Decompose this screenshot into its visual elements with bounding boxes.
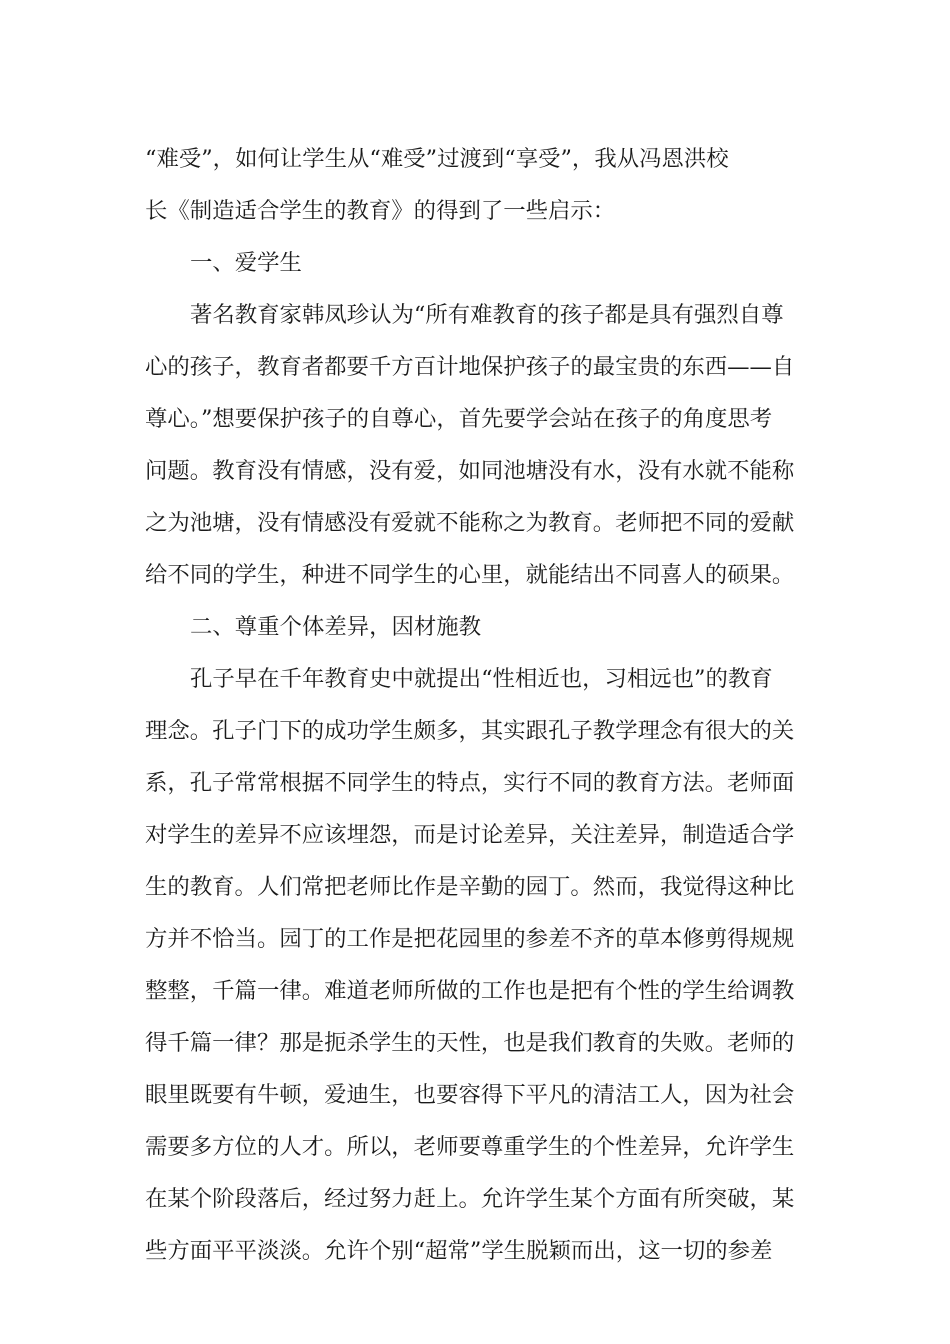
text-line: 孔子早在千年教育史中就提出“性相近也，习相远也”的教育 (190, 666, 773, 692)
section-heading-love-students: 一、爱学生 (190, 250, 302, 276)
text-line: 之为池塘，没有情感没有爱就不能称之为教育。老师把不同的爱献 (145, 510, 795, 536)
text-line: 方并不恰当。园丁的工作是把花园里的参差不齐的草本修剪得规规 (145, 926, 795, 952)
text-line: 眼里既要有牛顿，爱迪生，也要容得下平凡的清洁工人，因为社会 (145, 1082, 795, 1108)
text-line: 问题。教育没有情感，没有爱，如同池塘没有水，没有水就不能称 (145, 458, 795, 484)
text-line: 在某个阶段落后，经过努力赶上。允许学生某个方面有所突破，某 (145, 1186, 795, 1212)
text-line: 生的教育。人们常把老师比作是辛勤的园丁。然而，我觉得这种比 (145, 874, 795, 900)
text-line: 对学生的差异不应该埋怨，而是讨论差异，关注差异，制造适合学 (145, 822, 795, 848)
text-line: 心的孩子，教育者都要千方百计地保护孩子的最宝贵的东西——自 (145, 354, 795, 380)
text-line: 整整，千篇一律。难道老师所做的工作也是把有个性的学生给调教 (145, 978, 795, 1004)
text-line: 些方面平平淡淡。允许个别“超常”学生脱颖而出，这一切的参差 (145, 1238, 773, 1264)
text-line: 给不同的学生，种进不同学生的心里，就能结出不同喜人的硕果。 (145, 562, 795, 588)
text-line: 理念。孔子门下的成功学生颇多，其实跟孔子教学理念有很大的关 (145, 718, 795, 744)
text-line: “难受”，如何让学生从“难受”过渡到“享受”，我从冯恩洪校 (145, 146, 729, 172)
text-line: 著名教育家韩凤珍认为“所有难教育的孩子都是具有强烈自尊 (190, 302, 784, 328)
section-heading-individual-differences: 二、尊重个体差异，因材施教 (190, 614, 482, 640)
text-line: 系，孔子常常根据不同学生的特点，实行不同的教育方法。老师面 (145, 770, 795, 796)
text-line: 尊心。”想要保护孩子的自尊心，首先要学会站在孩子的角度思考 (145, 406, 773, 432)
text-line: 需要多方位的人才。所以，老师要尊重学生的个性差异，允许学生 (145, 1134, 795, 1160)
text-line: 得千篇一律？那是扼杀学生的天性，也是我们教育的失败。老师的 (145, 1030, 795, 1056)
text-line: 长《制造适合学生的教育》的得到了一些启示： (145, 198, 616, 224)
document-body (145, 133, 810, 1277)
